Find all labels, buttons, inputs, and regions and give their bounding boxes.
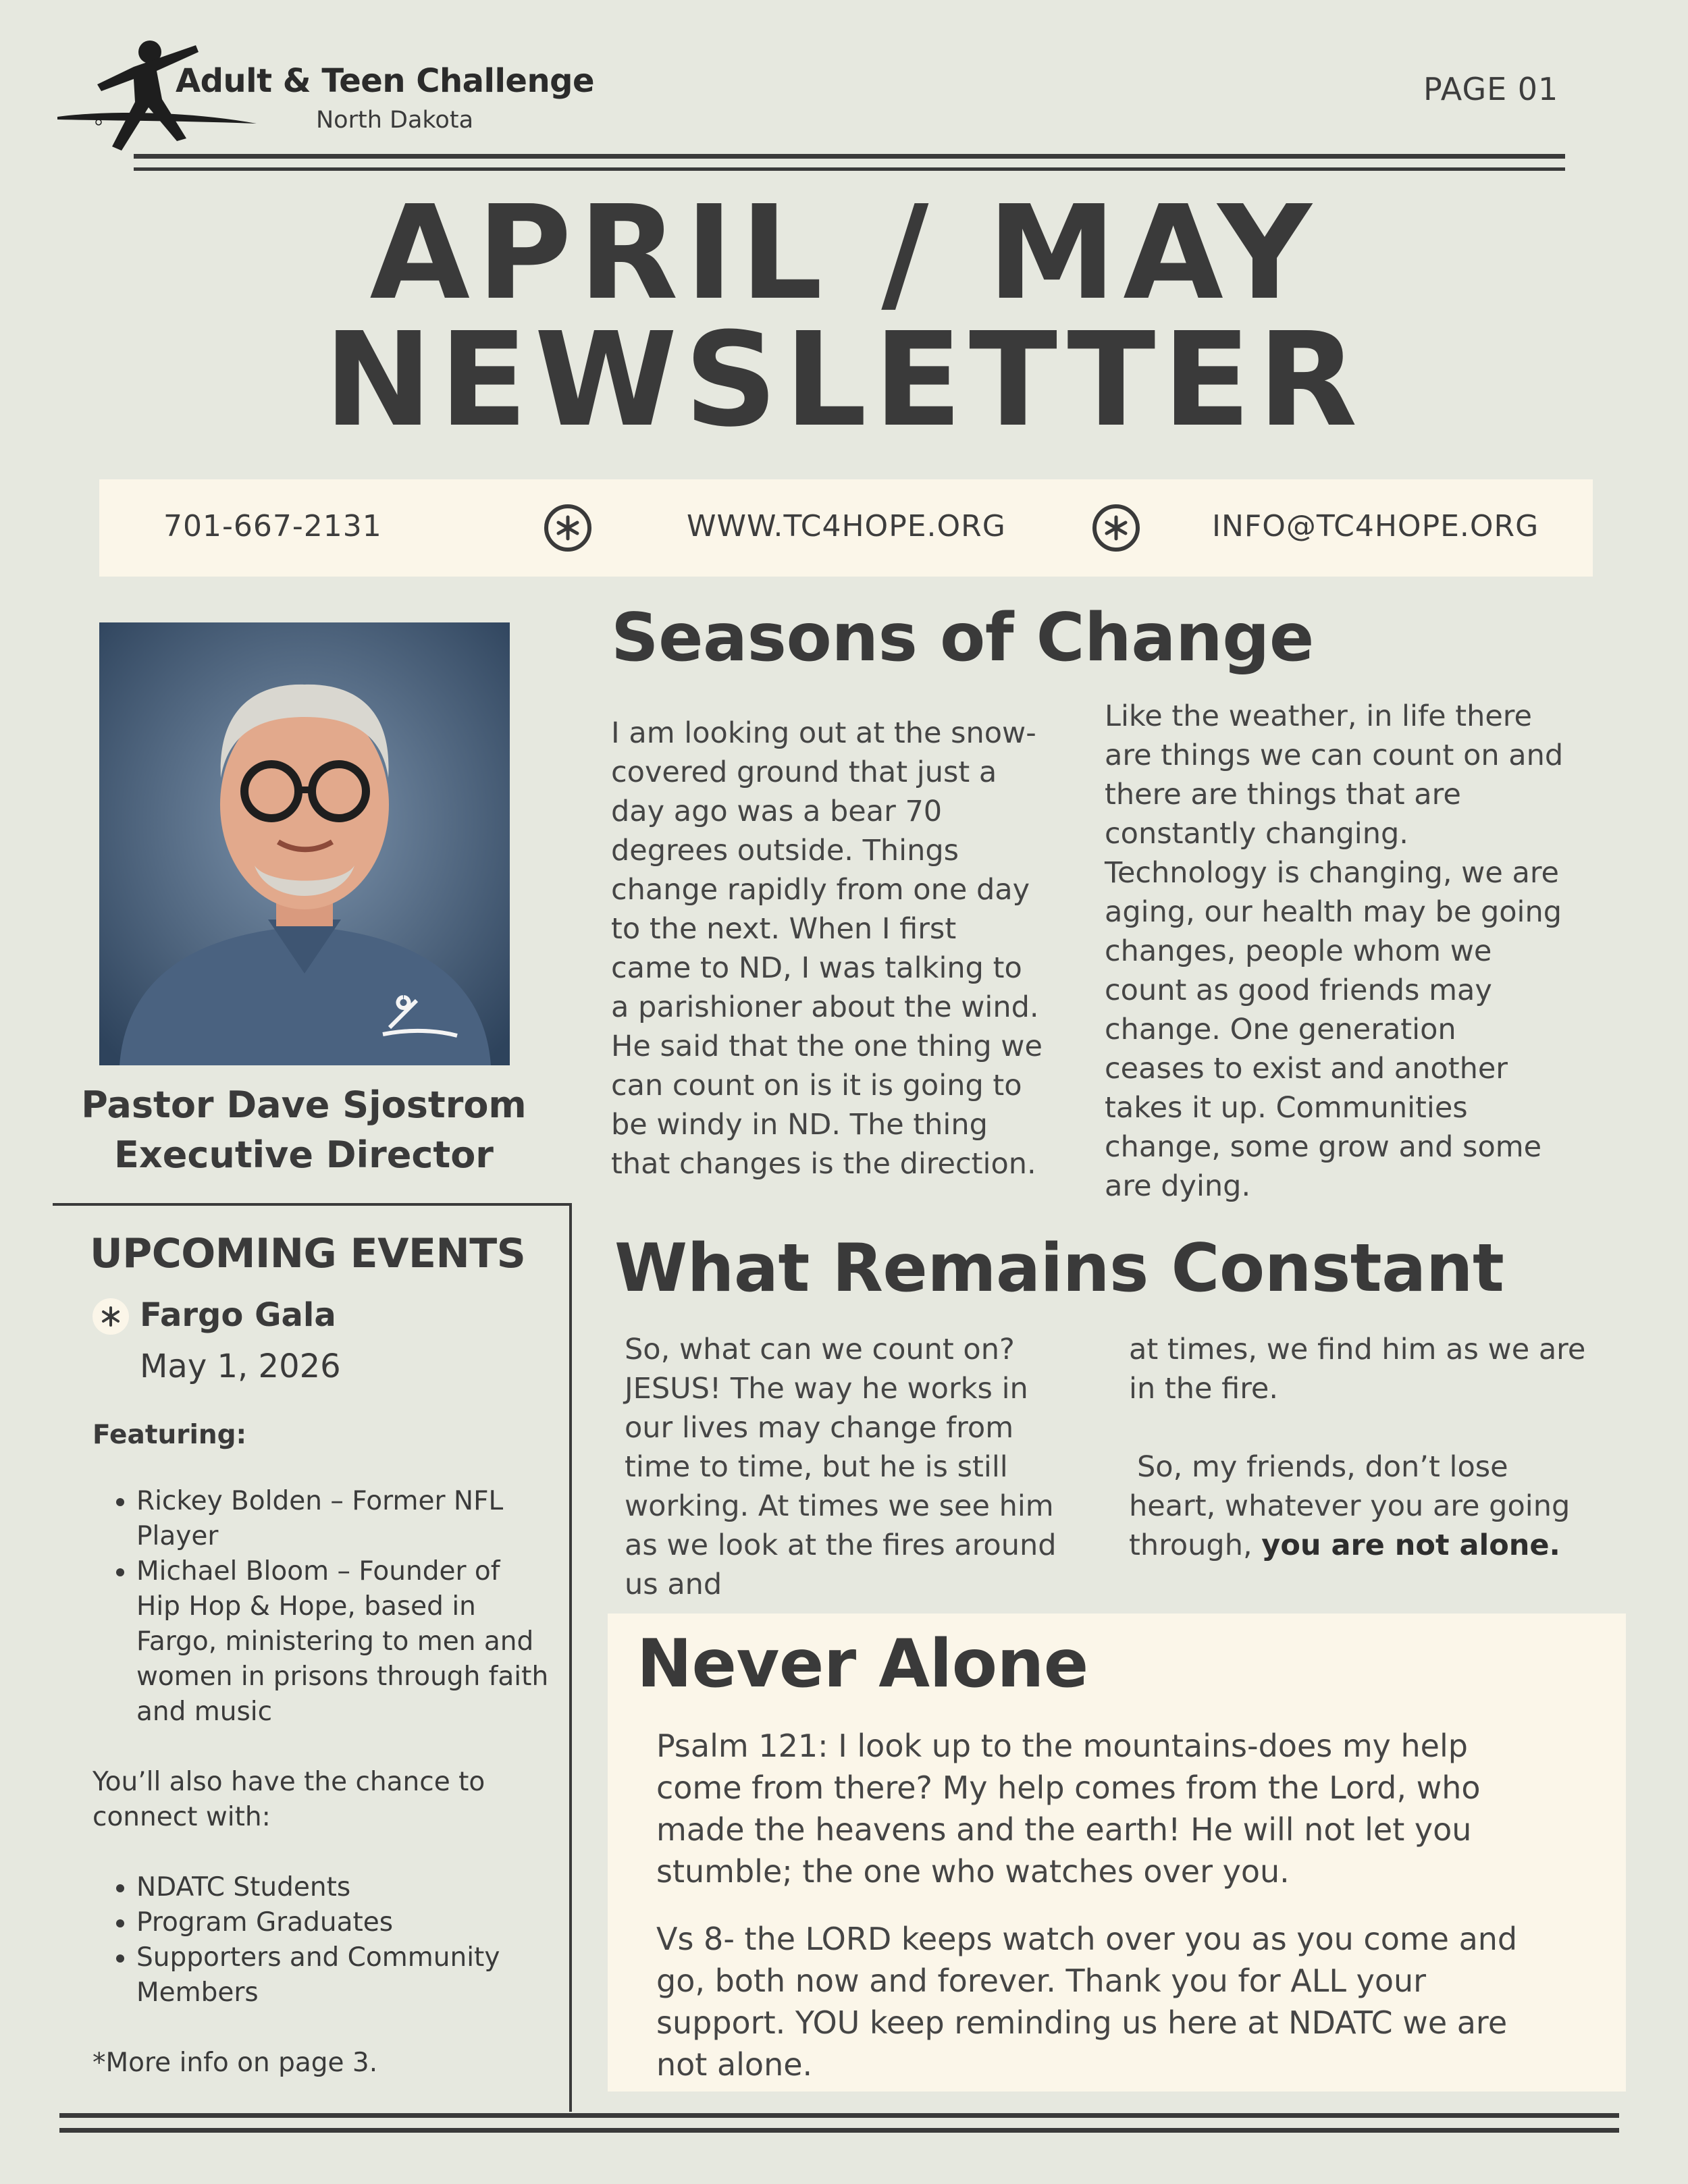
seasons-col-2: Like the weather, in life there are things we can count on and there are things that are constantly changing. Technology is changing, we are aging, our health may be going changes, people whom we count as good friends may change. One generation ceases to exist and another takes it up. Communities change, some grow and some are dying.	[1105, 699, 1564, 1203]
list-item: • Supporters and Community Members	[136, 1940, 552, 2010]
asterisk-icon	[92, 1298, 130, 1335]
constant-col-2-p1: at times, we find him as we are in the fire.	[1129, 1333, 1586, 1406]
list-item: • Program Graduates	[136, 1905, 552, 1940]
connect-label: You’ll also have the chance to connect with:	[93, 1767, 485, 1832]
more-info-note: *More info on page 3.	[93, 2048, 378, 2078]
list-item: • NDATC Students	[136, 1870, 552, 1905]
director-name: Pastor Dave Sjostrom	[81, 1084, 527, 1126]
constant-col-2-p2-text: So, my friends, don’t lose heart, whatever you are going through,	[1129, 1450, 1571, 1562]
contact-website[interactable]: WWW.TC4HOPE.ORG	[687, 509, 1006, 543]
contact-phone[interactable]: 701-667-2131	[163, 509, 382, 543]
never-alone-heading: Never Alone	[637, 1626, 1088, 1703]
asterisk-icon	[544, 504, 592, 552]
contact-email[interactable]: INFO@TC4HOPE.ORG	[1212, 509, 1539, 543]
seasons-col-1: I am looking out at the snow-covered ground that just a day ago was a bear 70 degrees outside. Things change rapidly from one day to the next. When I first came to ND, I was talking to a parishioner about the wind. He said that the one thing we can count on is it is going to be windy in ND. The thing that changes is the direction.	[611, 716, 1043, 1181]
director-photo	[99, 622, 510, 1065]
title-line-1: APRIL / MAY	[369, 178, 1319, 329]
constant-col-2	[1129, 1330, 1588, 1565]
never-alone-text	[656, 1725, 1561, 2085]
director-role: Executive Director	[114, 1134, 494, 1176]
featuring-label: Featuring:	[93, 1420, 247, 1450]
event-name: Fargo Gala	[140, 1296, 336, 1334]
featuring-list	[93, 1484, 552, 1730]
footer-divider	[59, 2113, 1619, 2140]
title-line-2: NEWSLETTER	[323, 305, 1365, 456]
asterisk-icon	[1092, 504, 1140, 552]
page-number: PAGE 01	[1423, 71, 1559, 107]
constant-col-2-p2	[1129, 1447, 1588, 1565]
newsletter-title	[0, 178, 1688, 456]
constant-heading: What Remains Constant	[614, 1230, 1504, 1307]
seasons-heading: Seasons of Change	[611, 600, 1314, 676]
list-item: • Rickey Bolden – Former NFL Player	[136, 1484, 552, 1554]
logo-subtitle: North Dakota	[316, 107, 474, 134]
verse-paragraph: Vs 8- the LORD keeps watch over you as you come and go, both now and forever. Thank you for ALL your support. YOU keep reminding us here at NDATC we are not alone.	[656, 1921, 1518, 2083]
event-date: May 1, 2026	[140, 1348, 341, 1385]
list-item: • Michael Bloom – Founder of Hip Hop & Hope, based in Fargo, ministering to men and women in prisons through faith and music	[136, 1554, 552, 1730]
constant-col-2-p2-bold: you are not alone.	[1261, 1528, 1560, 1562]
connect-list	[93, 1870, 552, 2010]
events-details	[93, 1418, 552, 2081]
psalm-paragraph: Psalm 121: I look up to the mountains-does my help come from there? My help comes from the Lord, who made the heavens and the earth! He will not let you stumble; the one who watches over you.	[656, 1728, 1481, 1890]
events-title: UPCOMING EVENTS	[90, 1230, 526, 1277]
constant-col-1: So, what can we count on? JESUS! The way he works in our lives may change from time to time, but he is still working. At times we see him as we look at the fires around us and	[625, 1333, 1057, 1601]
header-divider	[134, 154, 1565, 174]
logo-title: Adult & Teen Challenge	[176, 62, 595, 100]
director-caption	[0, 1080, 608, 1180]
contact-bar	[99, 479, 1593, 577]
